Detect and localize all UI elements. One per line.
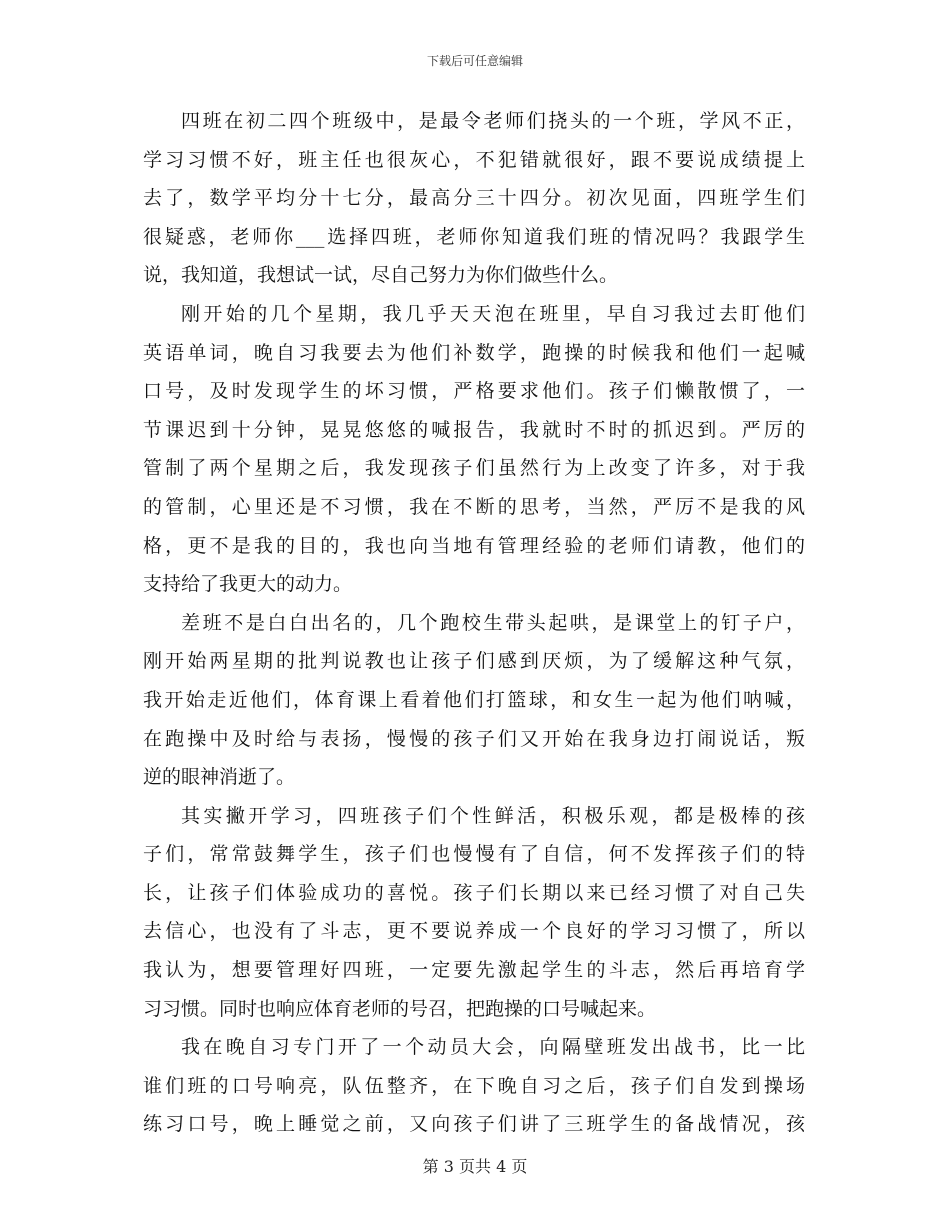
text-line: 英语单词，晚自习我要去为他们补数学，跑操的时候我和他们一起喊 xyxy=(143,341,805,364)
paragraph xyxy=(143,1028,805,1144)
text-line: 去了，数学平均分十七分，最高分三十四分。初次见面，四班学生们 xyxy=(143,187,805,210)
text-line: 在跑操中及时给与表扬，慢慢的孩子们又开始在我身边打闹说话，叛 xyxy=(143,727,805,750)
text-line: 四班在初二四个班级中，是最令老师们挠头的一个班，学风不正， xyxy=(181,110,805,132)
text-line: 口号，及时发现学生的坏习惯，严格要求他们。孩子们懒散惯了，一 xyxy=(143,380,805,403)
page-header: 下载后可任意编辑 xyxy=(426,54,523,68)
paragraph xyxy=(143,295,805,604)
text-line: 说，我知道，我想试一试，尽自己努力为你们做些什么。 xyxy=(143,264,619,287)
paragraph xyxy=(143,102,805,295)
text-line: 的管制，心里还是不习惯，我在不断的思考，当然，严厉不是我的风 xyxy=(143,495,805,518)
text-line: 我在晚自习专门开了一个动员大会，向隔壁班发出战书，比一比 xyxy=(181,1036,805,1059)
text-line: 其实撇开学习，四班孩子们个性鲜活，积极乐观，都是极棒的孩 xyxy=(181,804,805,827)
paragraph xyxy=(143,797,805,1029)
paragraph xyxy=(143,604,805,797)
text-line: 练习口号，晚上睡觉之前，又向孩子们讲了三班学生的备战情况，孩 xyxy=(143,1113,805,1136)
body-text xyxy=(143,102,805,1144)
text-line: 子们，常常鼓舞学生，孩子们也慢慢有了自信，何不发挥孩子们的特 xyxy=(143,843,805,866)
text-line: 差班不是白白出名的，几个跑校生带头起哄，是课堂上的钉子户， xyxy=(181,611,805,634)
text-line: 去信心，也没有了斗志，更不要说养成一个良好的学习习惯了，所以 xyxy=(143,920,805,943)
text-line: 节课迟到十分钟，晃晃悠悠的喊报告，我就时不时的抓迟到。严厉的 xyxy=(143,418,805,441)
text-line: 我认为，想要管理好四班，一定要先激起学生的斗志，然后再培育学 xyxy=(143,959,805,982)
text-line: 我开始走近他们，体育课上看着他们打篮球，和女生一起为他们呐喊， xyxy=(143,688,805,711)
text-line: 刚开始的几个星期，我几乎天天泡在班里，早自习我过去盯他们 xyxy=(181,302,805,325)
text-line: 逆的眼神消逝了。 xyxy=(143,766,296,789)
text-line: 很疑惑，老师你___选择四班，老师你知道我们班的情况吗？我跟学生 xyxy=(143,225,805,248)
text-line: 刚开始两星期的批判说教也让孩子们感到厌烦，为了缓解这种气氛， xyxy=(143,650,805,673)
page-footer: 第 3 页共 4 页 xyxy=(422,1157,528,1176)
text-line: 习习惯。同时也响应体育老师的号召，把跑操的口号喊起来。 xyxy=(143,997,657,1020)
text-line: 谁们班的口号响亮，队伍整齐，在下晚自习之后，孩子们自发到操场 xyxy=(143,1074,805,1097)
text-line: 支持给了我更大的动力。 xyxy=(143,573,353,596)
text-line: 学习习惯不好，班主任也很灰心，不犯错就很好，跟不要说成绩提上 xyxy=(143,148,805,171)
text-line: 长，让孩子们体验成功的喜悦。孩子们长期以来已经习惯了对自己失 xyxy=(143,881,805,904)
text-line: 管制了两个星期之后，我发现孩子们虽然行为上改变了许多，对于我 xyxy=(143,457,805,480)
text-line: 格，更不是我的目的，我也向当地有管理经验的老师们请教，他们的 xyxy=(143,534,805,557)
